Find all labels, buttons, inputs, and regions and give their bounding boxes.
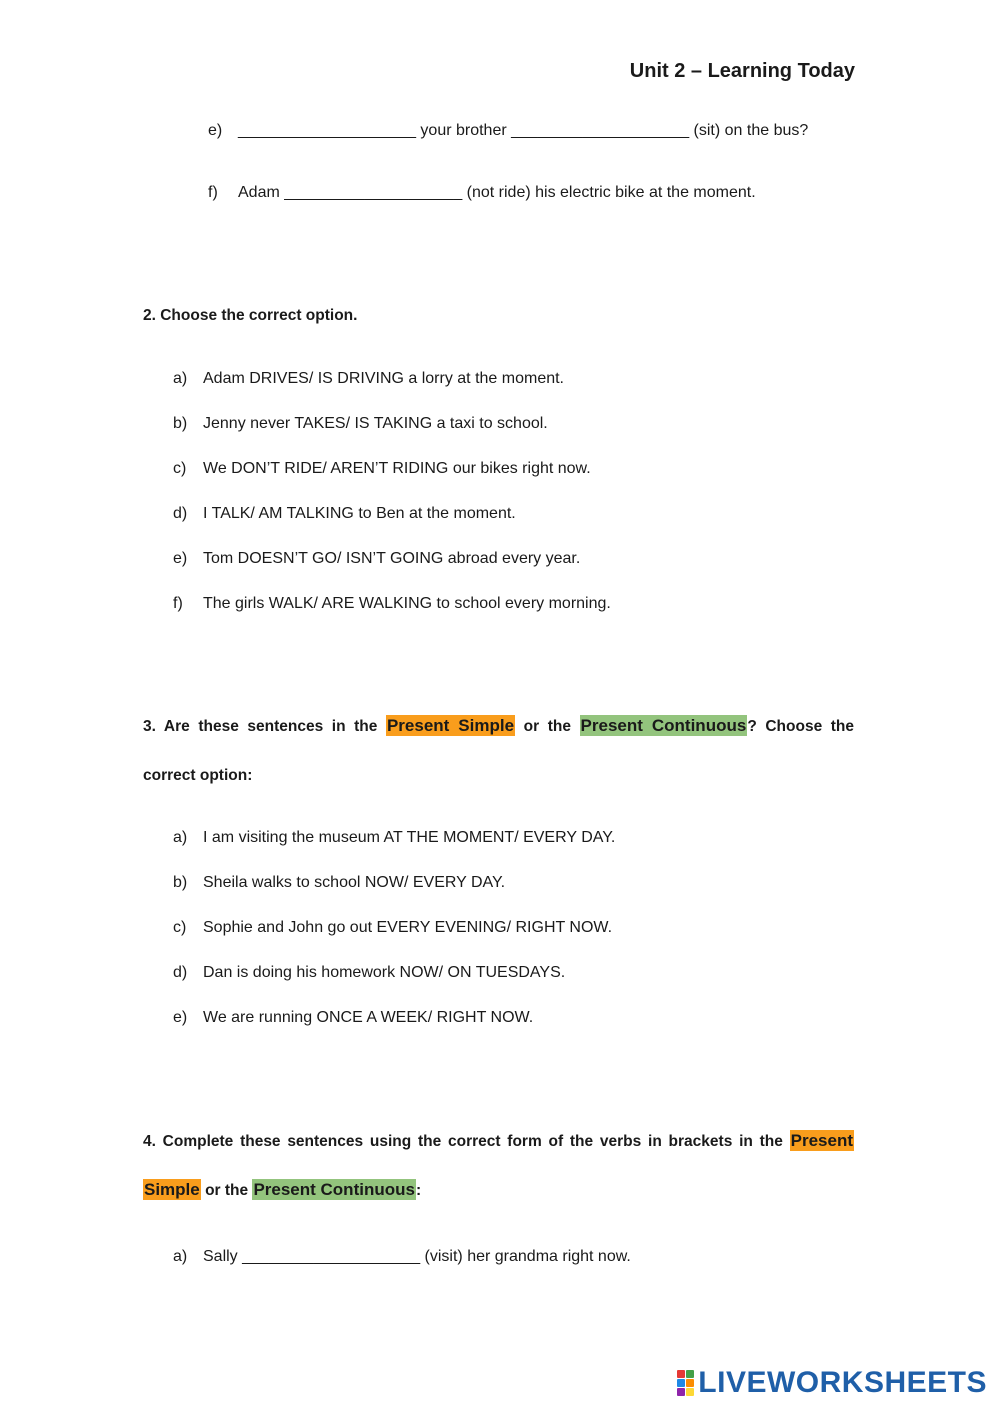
- item-label: b): [173, 415, 188, 432]
- item-text: I am visiting the museum AT THE MOMENT/ EVERY DAY.: [203, 829, 616, 846]
- heading-text: ? Choose the: [747, 718, 855, 735]
- logo-block: [686, 1388, 694, 1396]
- heading-text: :: [415, 1182, 422, 1199]
- logo-block: [677, 1388, 685, 1396]
- item-label: e): [173, 550, 188, 567]
- highlight-present-continuous: Present Continuous: [580, 716, 747, 735]
- item-text: Jenny never TAKES/ IS TAKING a taxi to school.: [203, 415, 548, 432]
- item-text: Dan is doing his homework NOW/ ON TUESDAYS.: [203, 964, 566, 981]
- item-text: Tom DOESN’T GO/ ISN’T GOING abroad every year.: [203, 550, 581, 567]
- item-text: I TALK/ AM TALKING to Ben at the moment.: [203, 505, 516, 522]
- page-title: Unit 2 – Learning Today: [629, 60, 855, 82]
- logo-block: [686, 1370, 694, 1378]
- item-text: Adam DRIVES/ IS DRIVING a lorry at the moment.: [203, 370, 564, 387]
- item-text: We are running ONCE A WEEK/ RIGHT NOW.: [203, 1009, 534, 1026]
- section-heading: [143, 1131, 854, 1151]
- item-label: a): [173, 370, 188, 387]
- heading-text: 4. Complete these sentences using the correct form of the verbs in brackets in the: [143, 1133, 783, 1150]
- item-label: c): [173, 919, 187, 936]
- section-heading: 2. Choose the correct option.: [143, 307, 358, 324]
- item-label: e): [173, 1009, 188, 1026]
- logo-block: [677, 1370, 685, 1378]
- logo-block: [686, 1379, 694, 1387]
- item-label: a): [173, 1248, 188, 1265]
- item-text: The girls WALK/ ARE WALKING to school every morning.: [203, 595, 611, 612]
- logo-block: [677, 1379, 685, 1387]
- item-label: a): [173, 829, 188, 846]
- item-text: We DON’T RIDE/ AREN’T RIDING our bikes right now.: [203, 460, 591, 477]
- liveworksheets-logo: [677, 1366, 987, 1400]
- item-label: e): [208, 122, 223, 139]
- item-label: f): [173, 595, 183, 612]
- logo-text: LIVEWORKSHEETS: [698, 1366, 987, 1399]
- item-text: Sophie and John go out EVERY EVENING/ RIGHT NOW.: [203, 919, 613, 936]
- heading-text: 3. Are these sentences in the: [143, 718, 378, 735]
- item-label: d): [173, 505, 188, 522]
- item-label: f): [208, 184, 218, 201]
- highlight-present-continuous: Present Continuous: [253, 1180, 415, 1199]
- highlight-simple: Simple: [144, 1180, 200, 1199]
- item-label: d): [173, 964, 188, 981]
- item-label: b): [173, 874, 188, 891]
- highlight-present-simple: Present Simple: [386, 716, 515, 735]
- logo-blocks-icon: [677, 1370, 694, 1396]
- section-heading-line2: [143, 1180, 421, 1200]
- section-heading-line2: correct option:: [143, 767, 253, 784]
- heading-text: or the: [205, 1182, 249, 1199]
- item-label: c): [173, 460, 187, 477]
- item-text: ____________________ your brother ____________________ (sit) on the bus?: [238, 122, 809, 139]
- highlight-present: Present: [790, 1131, 853, 1150]
- heading-text: or the: [523, 718, 571, 735]
- item-text: Sheila walks to school NOW/ EVERY DAY.: [203, 874, 506, 891]
- item-text: Sally ____________________ (visit) her grandma right now.: [203, 1248, 631, 1265]
- item-text: Adam ____________________ (not ride) his electric bike at the moment.: [238, 184, 756, 201]
- section-heading: [143, 716, 854, 736]
